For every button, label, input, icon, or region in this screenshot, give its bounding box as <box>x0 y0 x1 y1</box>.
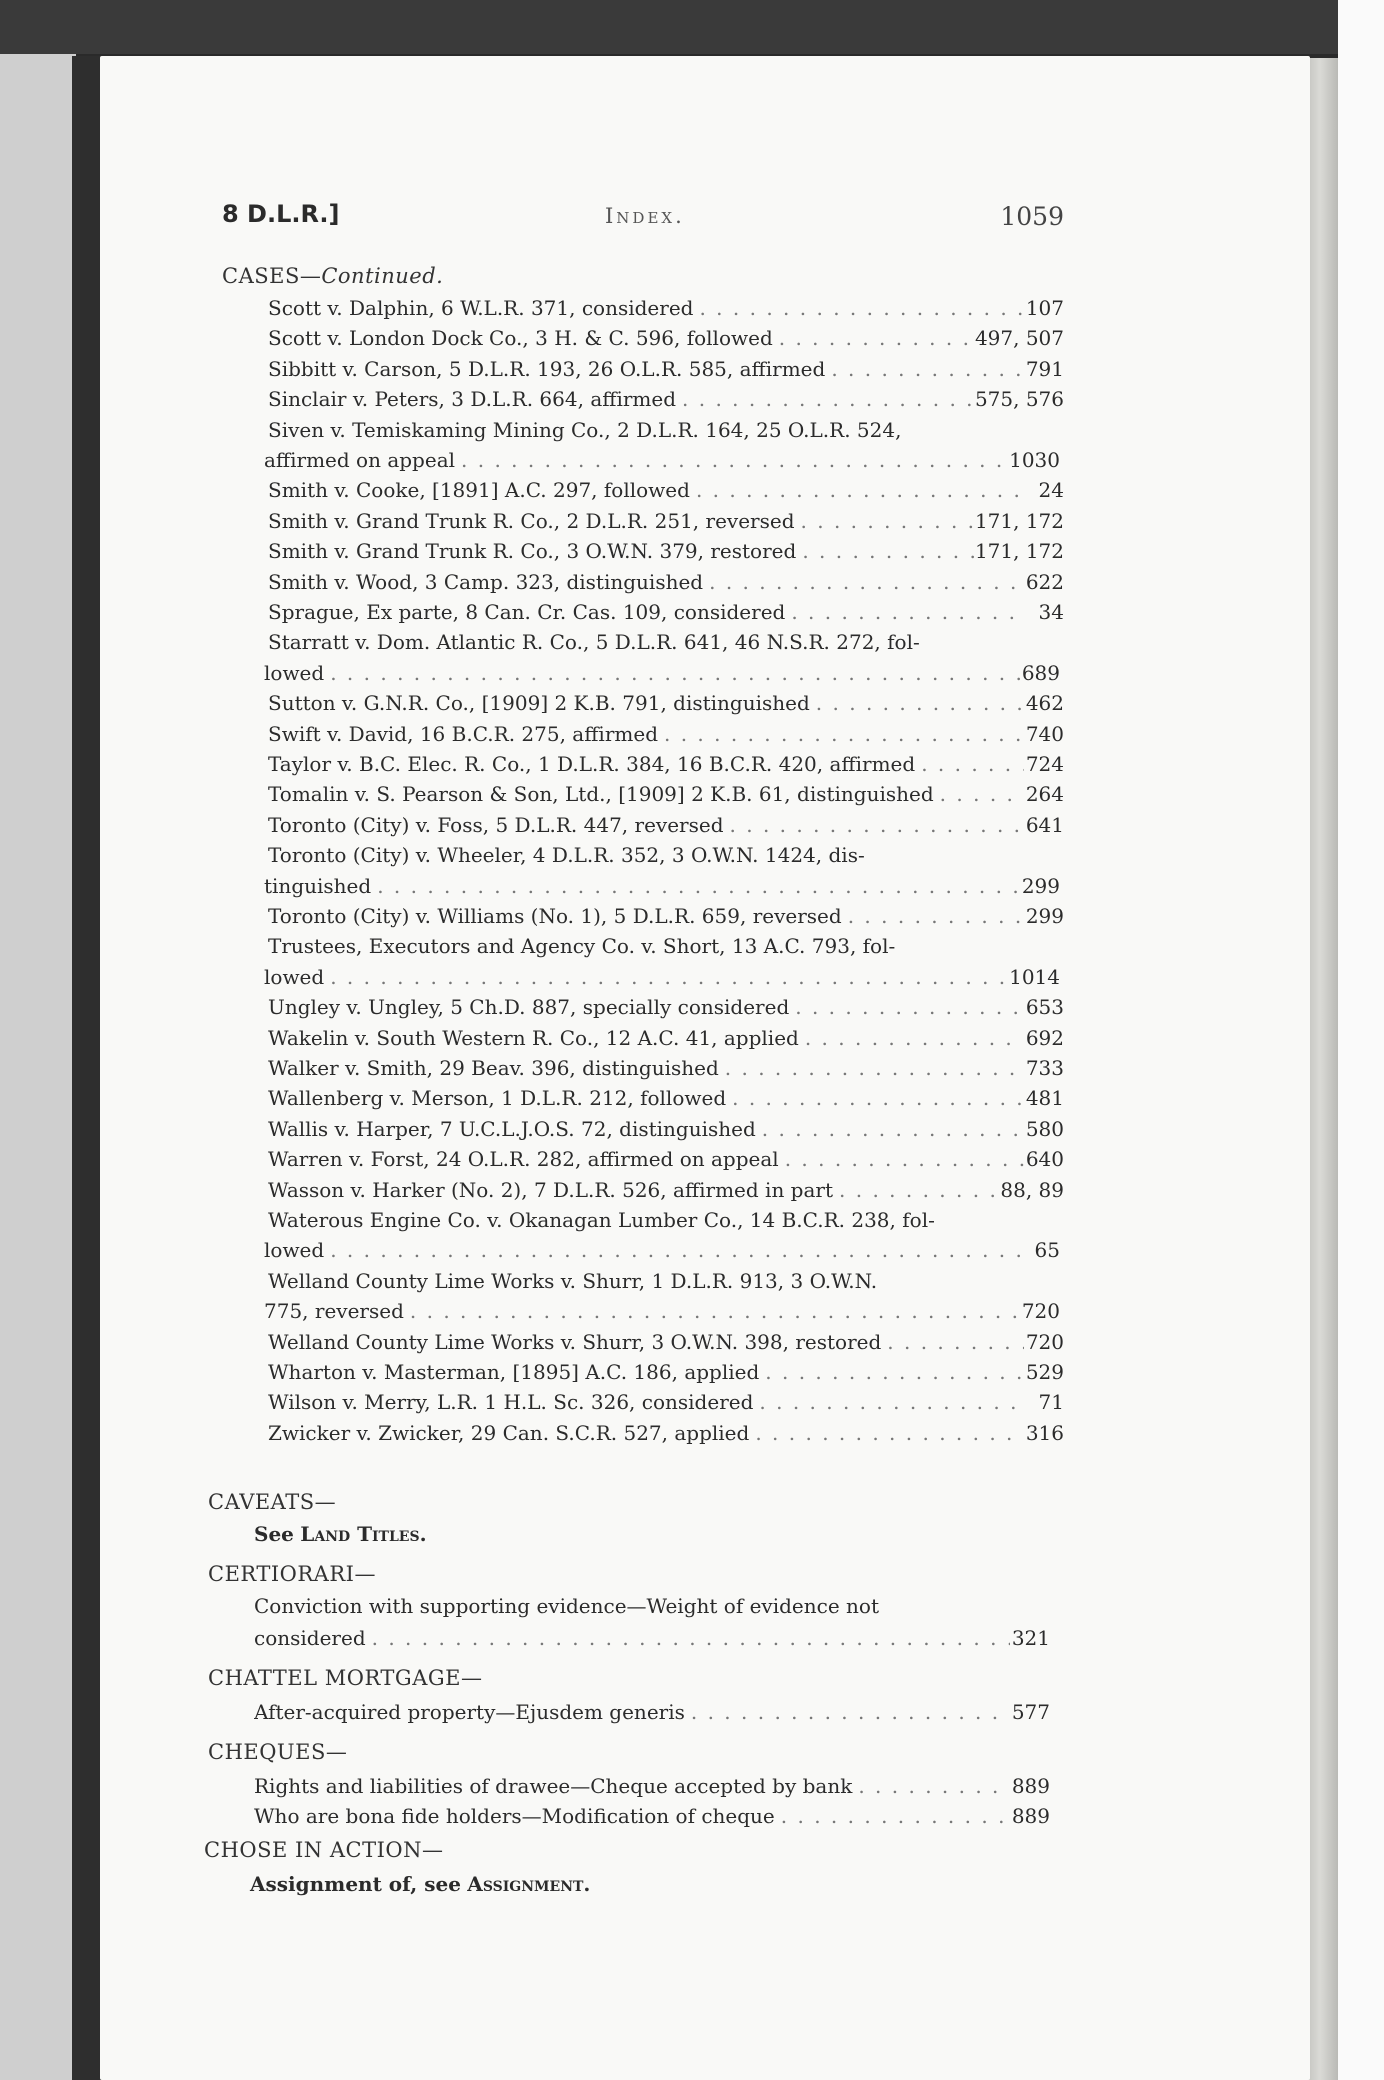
case-page-ref: 71 <box>1038 1390 1064 1415</box>
case-entry <box>264 874 1060 902</box>
case-entry-text: Wakelin v. South Western R. Co., 12 A.C. 41, applied <box>268 1025 799 1050</box>
leader-dots <box>934 782 1024 806</box>
header-title: Index. <box>605 204 685 228</box>
running-header <box>222 200 1064 234</box>
case-page-ref: 1014 <box>1009 964 1060 989</box>
case-entry <box>264 1299 1060 1327</box>
cheques-entry-2-text: Who are bona fide holders—Modification of cheque <box>254 1804 775 1828</box>
case-entry <box>268 722 1064 750</box>
leader-dots <box>785 600 1024 624</box>
case-entry <box>268 1056 1064 1084</box>
leader-dots <box>324 965 1009 989</box>
leader-dots <box>749 1421 1024 1445</box>
case-entry <box>268 509 1064 537</box>
certiorari-page: 321 <box>1011 1626 1050 1650</box>
case-page-ref: 462 <box>1025 691 1064 716</box>
leader-dots <box>703 570 1024 594</box>
book-spine-shadow <box>72 56 102 2080</box>
certiorari-entry <box>254 1626 1050 1654</box>
case-page-ref: 1030 <box>1009 448 1060 472</box>
case-page-ref: 689 <box>1021 660 1060 685</box>
case-page-ref: 641 <box>1025 812 1064 837</box>
case-entry-text: Smith v. Grand Trunk R. Co., 2 D.L.R. 251, reversed <box>268 508 795 533</box>
certiorari-entry-line1: Conviction with supporting evidence—Weight of evidence not <box>254 1594 879 1618</box>
leader-dots <box>773 326 975 350</box>
scanner-top-border <box>0 0 1384 54</box>
caveats-heading: CAVEATS— <box>208 1490 337 1514</box>
leader-dots <box>371 874 1020 898</box>
chattel-page: 577 <box>1011 1700 1050 1724</box>
case-entry-line1: Welland County Lime Works v. Shurr, 1 D.L.R. 913, 3 O.W.N. <box>268 1268 878 1293</box>
case-entry-text: lowed <box>264 660 325 685</box>
case-page-ref: 740 <box>1025 721 1064 746</box>
case-entry <box>268 813 1064 841</box>
cheques-entry-2 <box>254 1804 1050 1832</box>
leader-dots <box>404 1299 1020 1323</box>
case-page-ref: 720 <box>1021 1299 1060 1324</box>
leader-dots <box>825 357 1024 381</box>
case-page-ref: 264 <box>1025 782 1064 807</box>
case-entry-text: affirmed on appeal <box>264 448 456 472</box>
case-entry <box>268 1421 1064 1449</box>
chose-heading: CHOSE IN ACTION— <box>204 1838 444 1862</box>
case-entry-text: Wharton v. Masterman, [1895] A.C. 186, applied <box>268 1360 760 1384</box>
case-entry-text: Sprague, Ex parte, 8 Can. Cr. Cas. 109, considered <box>268 600 786 624</box>
case-entry <box>268 357 1064 385</box>
case-page-ref: 88, 89 <box>1000 1177 1064 1202</box>
case-entry-text: Wallis v. Harper, 7 U.C.L.J.O.S. 72, distinguished <box>268 1116 756 1141</box>
case-entry <box>268 995 1064 1023</box>
case-entry <box>264 1238 1060 1266</box>
volume-label: 8 D.L.R.] <box>222 200 340 228</box>
case-entry-text: Wasson v. Harker (No. 2), 7 D.L.R. 526, affirmed in part <box>268 1177 834 1202</box>
cases-heading <box>222 264 443 288</box>
case-entry-text: Walker v. Smith, 29 Beav. 396, distinguished <box>268 1056 719 1080</box>
case-entry <box>268 691 1064 719</box>
case-page-ref: 733 <box>1025 1056 1064 1080</box>
case-entry <box>268 1086 1064 1114</box>
leader-dots <box>779 1147 1024 1171</box>
case-entry-text: 775, reversed <box>264 1299 404 1324</box>
case-entry <box>268 296 1064 324</box>
cheques-heading: CHEQUES— <box>208 1740 348 1764</box>
case-entry-line1: Waterous Engine Co. v. Okanagan Lumber Co., 14 B.C.R. 238, fol- <box>268 1208 935 1232</box>
case-entry-line1: Trustees, Executors and Agency Co. v. Short, 13 A.C. 793, fol- <box>268 934 896 959</box>
case-entry <box>264 965 1060 993</box>
case-entry-line1: Starratt v. Dom. Atlantic R. Co., 5 D.L.R. 641, 46 N.S.R. 272, fol- <box>268 630 920 655</box>
case-entry-text: Scott v. Dalphin, 6 W.L.R. 371, considered <box>268 296 694 320</box>
leader-dots <box>693 296 1024 320</box>
leader-dots <box>915 752 1024 776</box>
case-entry-text: Toronto (City) v. Foss, 5 D.L.R. 447, reversed <box>268 812 724 837</box>
leader-dots <box>756 1117 1024 1141</box>
case-entry <box>268 1147 1064 1175</box>
certiorari-entry-line2: considered <box>254 1626 366 1650</box>
chose-entry-text: Assignment of, see <box>250 1872 461 1896</box>
caveats-see-line <box>254 1522 427 1546</box>
leader-dots <box>324 1238 1020 1262</box>
cheques-page-2: 889 <box>1011 1804 1050 1828</box>
case-entry-text: Smith v. Cooke, [1891] A.C. 297, followed <box>268 478 690 503</box>
case-page-ref: 529 <box>1025 1360 1064 1384</box>
case-entry-text: Wallenberg v. Merson, 1 D.L.R. 212, followed <box>268 1086 727 1111</box>
case-entry-text: Toronto (City) v. Williams (No. 1), 5 D.L.R. 659, reversed <box>268 904 842 928</box>
case-entry-text: Welland County Lime Works v. Shurr, 3 O.W.N. 398, restored <box>268 1329 882 1354</box>
case-entry-text: Sibbitt v. Carson, 5 D.L.R. 193, 26 O.L.R. 585, affirmed <box>268 356 826 381</box>
leader-dots <box>726 1086 1024 1110</box>
chose-reference: Assignment. <box>467 1872 591 1896</box>
leader-dots <box>455 448 1009 472</box>
leader-dots <box>685 1700 1010 1724</box>
leader-dots <box>796 539 975 563</box>
case-page-ref: 692 <box>1025 1025 1064 1050</box>
case-page-ref: 171, 172 <box>974 508 1064 533</box>
leader-dots <box>795 509 975 533</box>
case-entry-text: Scott v. London Dock Co., 3 H. & C. 596, followed <box>268 326 773 351</box>
case-entry <box>268 387 1064 415</box>
case-page-ref: 24 <box>1038 478 1064 503</box>
cases-heading-label: CASES— <box>222 264 322 288</box>
case-entry-text: Swift v. David, 16 B.C.R. 275, affirmed <box>268 721 658 746</box>
leader-dots <box>724 813 1024 837</box>
case-entry-text: lowed <box>264 964 325 989</box>
leader-dots <box>810 691 1024 715</box>
case-entry <box>268 752 1064 780</box>
case-entry <box>268 1178 1064 1206</box>
leader-dots <box>833 1178 1000 1202</box>
page-edge-stack <box>1308 58 1338 2080</box>
scanner-left-border <box>0 54 76 2080</box>
case-entry-text: Smith v. Wood, 3 Camp. 323, distinguished <box>268 569 704 594</box>
case-entry-text: Warren v. Forst, 24 O.L.R. 282, affirmed on appeal <box>268 1147 779 1172</box>
leader-dots <box>842 904 1024 928</box>
case-entry <box>268 326 1064 354</box>
leader-dots <box>658 722 1024 746</box>
case-entry-text: Wilson v. Merry, L.R. 1 H.L. Sc. 326, considered <box>268 1390 754 1415</box>
page-number: 1059 <box>1000 202 1064 231</box>
leader-dots <box>690 478 1024 502</box>
case-entry <box>268 1390 1064 1418</box>
case-entry-text: Ungley v. Ungley, 5 Ch.D. 887, specially considered <box>268 995 790 1020</box>
case-page-ref: 497, 507 <box>974 326 1064 351</box>
leader-dots <box>789 995 1024 1019</box>
leader-dots <box>775 1804 1010 1828</box>
case-entry <box>268 1360 1064 1388</box>
leader-dots <box>676 387 975 411</box>
chattel-heading: CHATTEL MORTGAGE— <box>208 1666 483 1690</box>
cheques-entry-1-text: Rights and liabilities of drawee—Cheque accepted by bank <box>254 1774 853 1798</box>
case-entry-text: Smith v. Grand Trunk R. Co., 3 O.W.N. 379, restored <box>268 539 797 564</box>
case-entry-text: Taylor v. B.C. Elec. R. Co., 1 D.L.R. 384, 16 B.C.R. 420, affirmed <box>268 752 916 776</box>
case-entry <box>268 782 1064 810</box>
chattel-entry <box>254 1700 1050 1728</box>
scanner-right-border <box>1338 0 1384 2080</box>
case-entry-text: tinguished <box>264 873 372 898</box>
leader-dots <box>753 1390 1024 1414</box>
case-page-ref: 622 <box>1025 569 1064 594</box>
case-entry <box>268 600 1064 628</box>
case-entry <box>268 1330 1064 1358</box>
certiorari-heading: CERTIORARI— <box>208 1562 376 1586</box>
leader-dots <box>852 1774 1010 1798</box>
case-page-ref: 107 <box>1025 296 1064 320</box>
leader-dots <box>799 1026 1024 1050</box>
case-page-ref: 65 <box>1034 1238 1060 1263</box>
case-entry-line1: Toronto (City) v. Wheeler, 4 D.L.R. 352, 3 O.W.N. 1424, dis- <box>268 843 865 868</box>
caveats-see-label: See <box>254 1522 294 1546</box>
case-entry-text: Sinclair v. Peters, 3 D.L.R. 664, affirmed <box>268 387 677 412</box>
case-entry <box>268 1026 1064 1054</box>
case-page-ref: 575, 576 <box>974 387 1064 412</box>
case-entry <box>268 904 1064 932</box>
leader-dots <box>366 1626 1010 1650</box>
case-entry-text: Sutton v. G.N.R. Co., [1909] 2 K.B. 791, distinguished <box>268 691 810 716</box>
cheques-entry-1 <box>254 1774 1050 1802</box>
case-page-ref: 653 <box>1025 995 1064 1020</box>
case-page-ref: 316 <box>1025 1420 1064 1445</box>
case-entry <box>268 539 1064 567</box>
case-page-ref: 34 <box>1038 600 1064 624</box>
leader-dots <box>881 1330 1024 1354</box>
case-page-ref: 580 <box>1025 1116 1064 1141</box>
leader-dots <box>324 661 1020 685</box>
case-page-ref: 724 <box>1025 752 1064 776</box>
case-entry-line1: Siven v. Temiskaming Mining Co., 2 D.L.R. 164, 25 O.L.R. 524, <box>268 417 902 442</box>
chattel-entry-text: After-acquired property—Ejusdem generis <box>254 1700 685 1724</box>
case-page-ref: 640 <box>1025 1147 1064 1172</box>
case-page-ref: 299 <box>1025 904 1064 928</box>
leader-dots <box>719 1056 1024 1080</box>
case-entry <box>264 661 1060 689</box>
cheques-page-1: 889 <box>1011 1774 1050 1798</box>
case-entry <box>268 570 1064 598</box>
case-entry <box>268 1117 1064 1145</box>
case-entry <box>264 448 1060 476</box>
cases-heading-continued: Continued. <box>321 264 444 288</box>
case-entry-text: Tomalin v. S. Pearson & Son, Ltd., [1909] 2 K.B. 61, distinguished <box>268 782 934 807</box>
case-entry <box>268 478 1064 506</box>
caveats-reference: Land Titles. <box>300 1522 427 1546</box>
case-page-ref: 299 <box>1021 873 1060 898</box>
case-page-ref: 481 <box>1025 1086 1064 1111</box>
leader-dots <box>759 1360 1024 1384</box>
case-page-ref: 791 <box>1025 356 1064 381</box>
case-page-ref: 171, 172 <box>974 539 1064 564</box>
chose-entry <box>250 1872 590 1896</box>
case-page-ref: 720 <box>1025 1329 1064 1354</box>
case-entry-text: lowed <box>264 1238 325 1263</box>
case-entry-text: Zwicker v. Zwicker, 29 Can. S.C.R. 527, applied <box>268 1420 750 1445</box>
